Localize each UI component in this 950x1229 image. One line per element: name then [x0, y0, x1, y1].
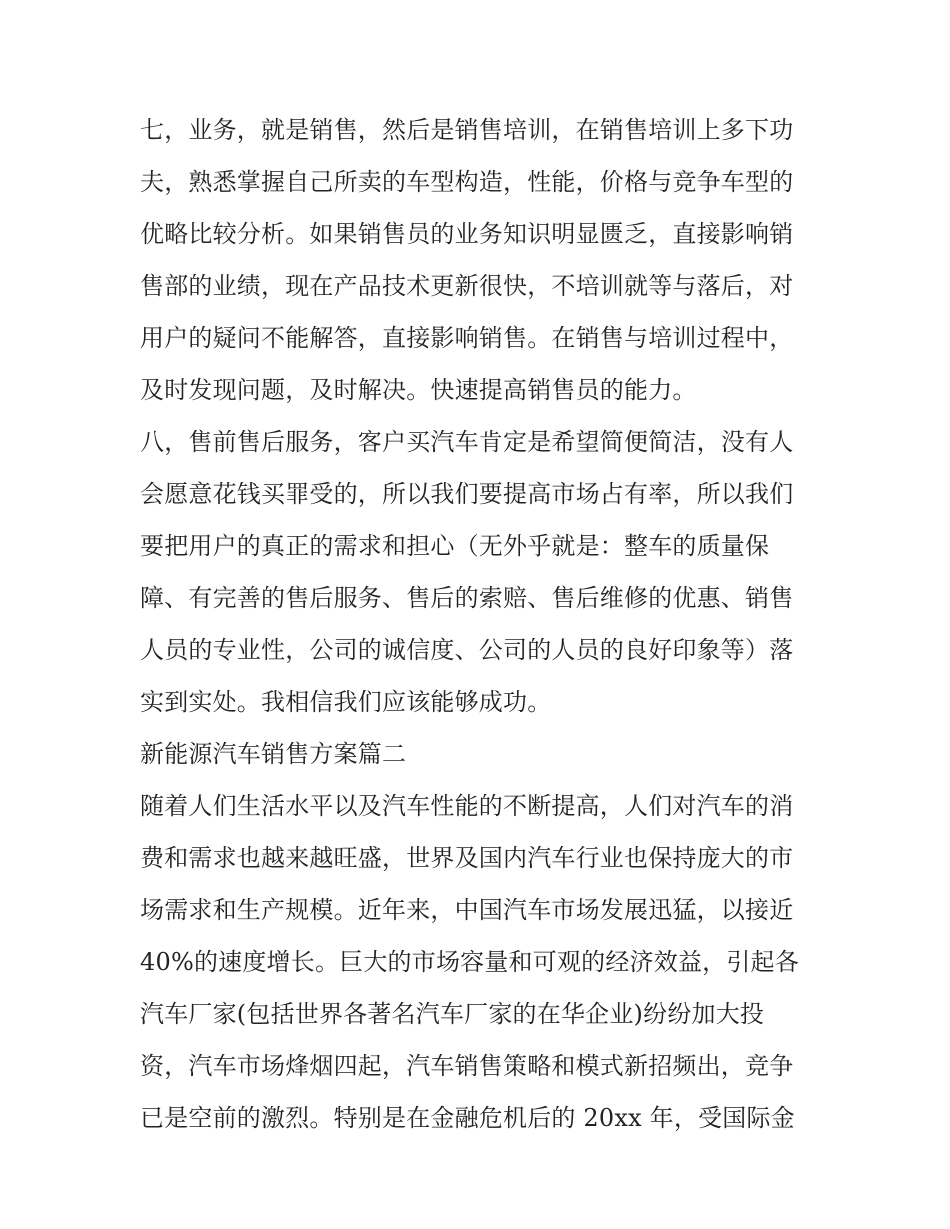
paragraph-intro-line-2: 费和需求也越来越旺盛，世界及国内汽车行业也保持庞大的市	[140, 844, 794, 872]
paragraph-eight-line-1: 八，售前售后服务，客户买汽车肯定是希望简便简洁，没有人	[140, 428, 794, 456]
paragraph-eight-line-6: 实到实处。我相信我们应该能够成功。	[140, 688, 552, 716]
paragraph-eight-line-2: 会愿意花钱买罪受的，所以我们要提高市场占有率，所以我们	[140, 480, 794, 508]
paragraph-intro-line-6: 资，汽车市场烽烟四起，汽车销售策略和模式新招频出，竞争	[140, 1052, 794, 1080]
paragraph-seven-line-1: 七，业务，就是销售，然后是销售培训，在销售培训上多下功	[140, 116, 794, 144]
paragraph-eight-line-5: 人员的专业性，公司的诚信度、公司的人员的良好印象等）落	[140, 636, 794, 664]
paragraph-seven-line-3: 优略比较分析。如果销售员的业务知识明显匮乏，直接影响销	[140, 220, 794, 248]
paragraph-seven-line-4: 售部的业绩，现在产品技术更新很快，不培训就等与落后，对	[140, 272, 794, 300]
paragraph-seven-line-6: 及时发现问题，及时解决。快速提高销售员的能力。	[140, 376, 697, 404]
paragraph-intro-line-1: 随着人们生活水平以及汽车性能的不断提高，人们对汽车的消	[140, 792, 794, 820]
paragraph-eight-line-3: 要把用户的真正的需求和担心（无外乎就是：整车的质量保	[140, 532, 770, 560]
paragraph-seven-line-2: 夫，熟悉掌握自己所卖的车型构造，性能，价格与竞争车型的	[140, 168, 794, 196]
paragraph-intro-line-4: 40%的速度增长。巨大的市场容量和可观的经济效益，引起各	[140, 948, 799, 976]
section-heading: 新能源汽车销售方案篇二	[140, 740, 407, 768]
paragraph-intro-line-5: 汽车厂家(包括世界各著名汽车厂家的在华企业)纷纷加大投	[140, 1000, 765, 1028]
paragraph-intro-line-3: 场需求和生产规模。近年来，中国汽车市场发展迅猛，以接近	[140, 896, 794, 924]
paragraph-seven-line-5: 用户的疑问不能解答，直接影响销售。在销售与培训过程中，	[140, 324, 794, 352]
paragraph-intro-line-7: 已是空前的激烈。特别是在金融危机后的 20xx 年，受国际金	[140, 1104, 795, 1132]
paragraph-eight-line-4: 障、有完善的售后服务、售后的索赔、售后维修的优惠、销售	[140, 584, 794, 612]
